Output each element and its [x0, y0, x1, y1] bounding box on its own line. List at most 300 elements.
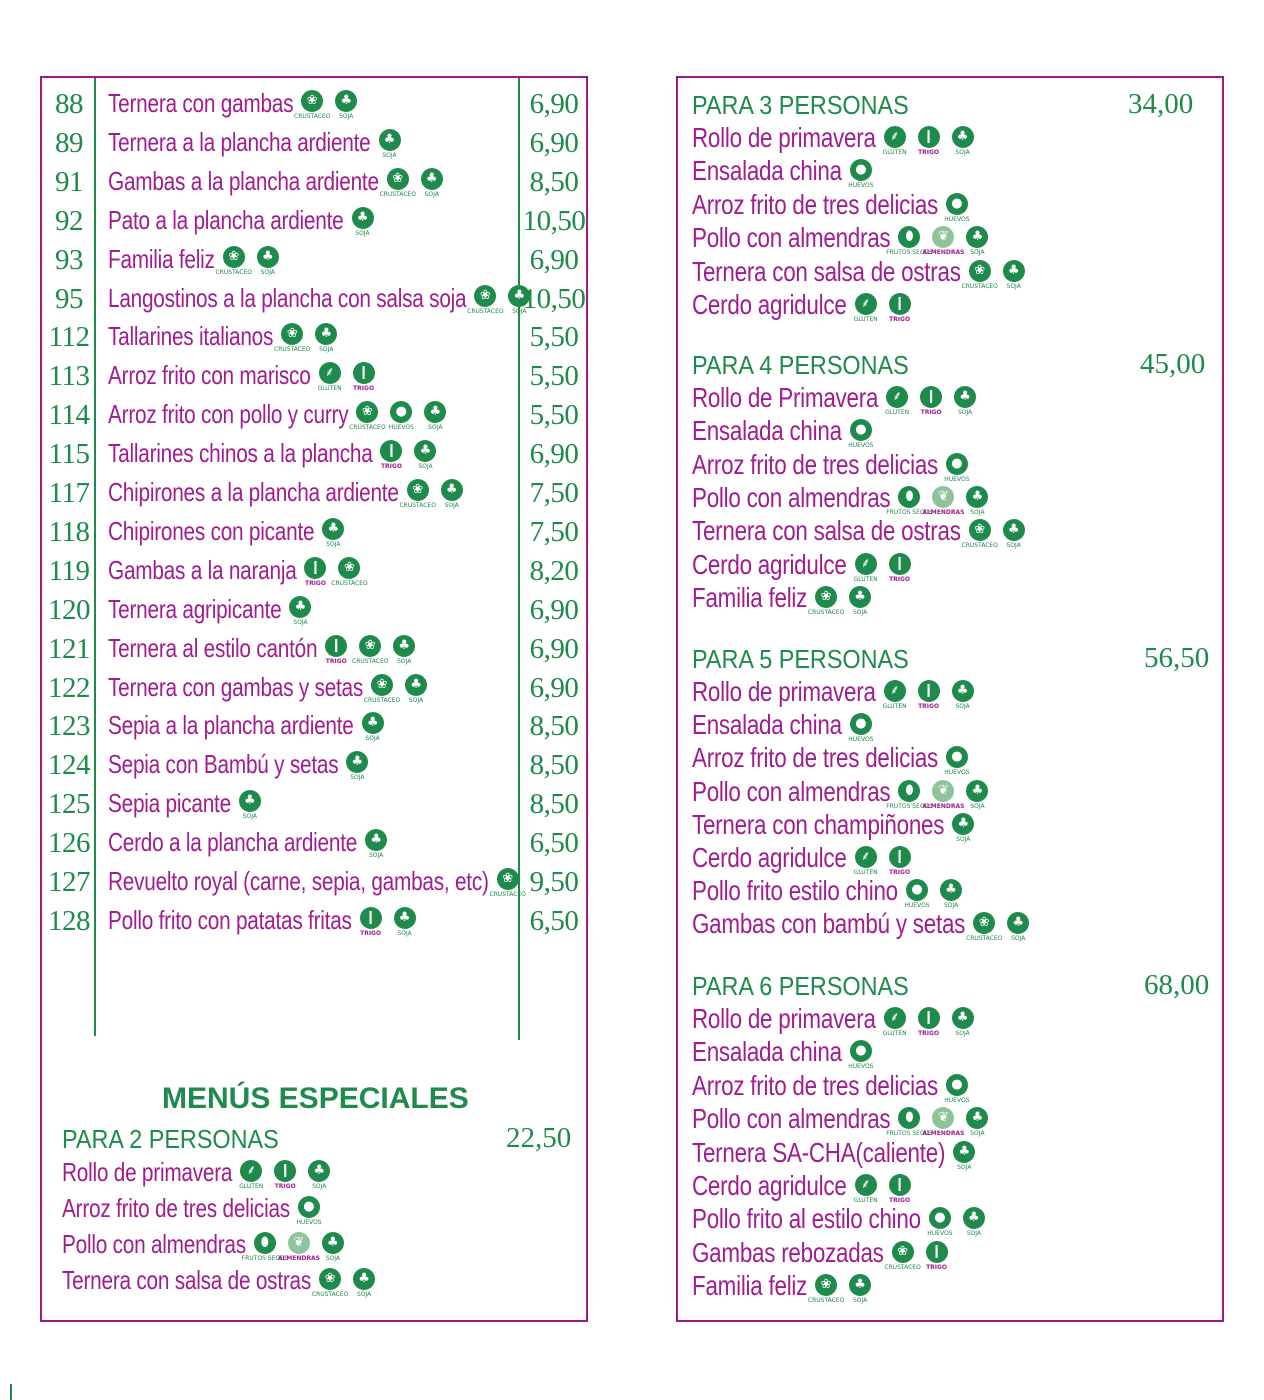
allergen-gluten: [315, 362, 345, 392]
dish-price: 6,50: [529, 904, 579, 937]
allergen-label: SOJA: [970, 249, 985, 257]
wheat-icon: ❙: [380, 440, 402, 462]
menu-price: 45,00: [1140, 348, 1206, 380]
dish-row: [42, 242, 588, 281]
soy-icon: ♣: [952, 813, 974, 835]
dish-row: [42, 514, 588, 553]
allergen-icons: [942, 453, 972, 483]
soy-icon: ♣: [849, 1274, 871, 1296]
dish-number: 113: [48, 360, 90, 393]
dish-price: 6,90: [529, 88, 579, 120]
soy-icon: ♣: [362, 712, 384, 734]
dish-entry: [108, 164, 447, 198]
allergen-gluten: [851, 293, 881, 323]
allergen-soja: [401, 674, 431, 704]
egg-icon: ●: [946, 1074, 968, 1096]
allergen-label: SOJA: [355, 229, 370, 237]
allergen-icons: [949, 1141, 979, 1171]
crab-icon: ❀: [973, 912, 995, 934]
soy-icon: ♣: [414, 440, 436, 462]
allergen-label: SOJA: [369, 852, 384, 860]
soy-icon: ♣: [239, 790, 261, 812]
dish-name: Ternera agripicante: [108, 593, 282, 624]
menu-item-name: Gambas con bambú y setas: [692, 908, 966, 940]
allergen-icons: [880, 1007, 978, 1037]
dish-entry: [108, 397, 450, 431]
allergen-icons: [902, 879, 966, 909]
soy-icon: ♣: [952, 126, 974, 148]
allergen-icons: [300, 557, 368, 587]
soy-icon: ♣: [952, 1007, 974, 1029]
dish-price: 6,90: [529, 671, 579, 704]
egg-icon: ●: [929, 1207, 951, 1229]
dish-price: 6,90: [529, 438, 579, 471]
crab-icon: ❀: [474, 285, 496, 307]
dish-entry: [108, 242, 283, 276]
dish-price: 5,50: [529, 360, 579, 393]
allergen-label: TRIGO: [304, 579, 326, 587]
menu-price: 22,50: [506, 1122, 572, 1154]
allergen-icons: [356, 907, 420, 937]
menu-item-name: Arroz frito de tres delicias: [692, 742, 938, 774]
allergen-crustaceo: [807, 1274, 845, 1305]
allergen-icons: [948, 813, 978, 843]
egg-icon: ●: [946, 746, 968, 768]
allergen-icons: [348, 207, 378, 237]
wheat-icon: ❙: [889, 293, 911, 315]
allergen-label: FRUTOS SECOS: [886, 508, 933, 516]
allergen-huevos: [942, 746, 972, 776]
special-menus-panel: [676, 76, 1224, 1322]
allergen-soja: [950, 386, 980, 416]
menu-item: [692, 1170, 915, 1204]
allergen-icons: [311, 1268, 379, 1298]
allergen-label: GLUTEN: [885, 409, 910, 416]
dish-number: 118: [48, 515, 90, 548]
wheat-ear-icon: ⸙: [855, 293, 877, 315]
egg-icon: ●: [850, 419, 872, 441]
menu-item: [692, 676, 978, 710]
allergen-label: SOJA: [428, 424, 443, 432]
allergen-soja: [1003, 912, 1033, 942]
menu-item: [692, 709, 876, 743]
allergen-soja: [390, 907, 420, 937]
allergen-soja: [235, 790, 265, 820]
allergen-label: SOJA: [444, 502, 459, 509]
allergen-label: CRUSTACEO: [274, 346, 311, 354]
dish-price: 6,90: [529, 243, 579, 276]
soy-icon: ♣: [966, 1107, 988, 1129]
allergen-soja: [949, 1141, 979, 1171]
dish-number: 92: [55, 204, 83, 237]
allergen-icons: [349, 401, 450, 432]
allergen-label: SOJA: [966, 1230, 982, 1238]
allergen-soja: [420, 401, 450, 431]
dish-number: 95: [55, 282, 83, 315]
dish-row: [42, 864, 588, 903]
allergen-label: SOJA: [957, 409, 973, 416]
dish-row: [42, 825, 588, 864]
wheat-icon: ❙: [918, 126, 940, 148]
allergen-label: SOJA: [382, 151, 397, 159]
soy-icon: ♣: [1007, 912, 1029, 934]
dish-price: 8,50: [529, 749, 579, 782]
allergen-huevos: [846, 419, 876, 449]
allergen-label: FRUTOS SECOS: [241, 1255, 289, 1262]
crab-icon: ❀: [969, 260, 991, 282]
menu-item: [692, 1003, 978, 1037]
dish-price: 6,50: [529, 827, 579, 860]
allergen-trigo: [922, 1241, 952, 1271]
dish-name: Sepia con Bambú y setas: [108, 749, 339, 780]
allergen-label: CRUSTACEO: [961, 282, 998, 290]
allergen-label: SOJA: [326, 540, 341, 548]
allergen-label: SOJA: [957, 1163, 972, 1171]
allergen-crustaceo: [215, 246, 252, 276]
allergen-icons: [886, 780, 992, 810]
dish-name: Chipirones con picante: [108, 515, 315, 546]
dish-entry: [108, 203, 378, 237]
menu-item: [692, 222, 992, 256]
allergen-label: TRIGO: [889, 1197, 911, 1204]
almond-icon: ❦: [932, 1107, 954, 1129]
wheat-ear-icon: ⸙: [884, 680, 906, 702]
dish-name: Gambas a la naranja: [108, 554, 297, 585]
allergen-crustaceo: [379, 168, 416, 198]
allergen-icons: [846, 1040, 876, 1070]
menu-item-name: Ensalada china: [692, 155, 842, 187]
soy-icon: ♣: [966, 486, 988, 508]
wheat-icon: ❙: [889, 846, 911, 868]
allergen-icons: [318, 518, 348, 548]
almond-icon: ❦: [288, 1232, 310, 1254]
dish-row: [42, 358, 588, 397]
allergen-trigo: [349, 362, 379, 392]
allergen-soja: [948, 680, 978, 710]
dish-entry: [108, 86, 361, 120]
dish-name: Sepia picante: [108, 788, 231, 819]
allergen-soja: [962, 780, 992, 810]
dish-row: [42, 670, 588, 709]
allergen-label: TRIGO: [380, 463, 402, 471]
dish-number: 125: [48, 788, 90, 821]
dish-name: Revuelto royal (carne, sepia, gambas, etc): [108, 866, 489, 896]
dish-price: 5,50: [529, 321, 579, 354]
allergen-soja: [318, 1232, 348, 1262]
allergen-label: GLUTEN: [317, 385, 342, 393]
allergen-crustaceo: [399, 479, 436, 509]
dish-price: 8,20: [529, 554, 579, 587]
wheat-ear-icon: ⸙: [886, 386, 908, 408]
menu-item: [692, 1036, 876, 1070]
soy-icon: ♣: [394, 907, 416, 929]
allergen-huevos: [846, 713, 876, 743]
crab-icon: ❀: [338, 557, 360, 579]
allergen-label: HUEVOS: [944, 475, 970, 483]
allergen-label: SOJA: [512, 307, 527, 315]
allergen-soja: [361, 829, 391, 859]
allergen-soja: [253, 246, 283, 276]
menu-item: [692, 122, 978, 156]
dish-entry: [108, 670, 431, 704]
dish-row: [42, 903, 588, 942]
allergen-huevos: [942, 193, 972, 223]
egg-icon: ●: [298, 1196, 320, 1218]
wheat-icon: ❙: [926, 1241, 948, 1263]
wheat-ear-icon: ⸙: [855, 846, 877, 868]
allergen-soja: [342, 751, 372, 781]
dish-price: 10,50: [522, 282, 586, 315]
menu-item-name: Rollo de primavera: [692, 122, 876, 153]
edge-mark: [10, 1384, 12, 1400]
allergen-icons: [966, 912, 1033, 943]
crab-icon: ❀: [356, 401, 378, 423]
allergen-label: SOJA: [424, 190, 439, 198]
allergen-icons: [363, 674, 431, 704]
crab-icon: ❀: [371, 674, 393, 696]
menu-item: [692, 742, 972, 776]
allergen-trigo: [376, 440, 406, 470]
allergen-icons: [399, 479, 467, 509]
allergen-label: CRUSTACEO: [399, 502, 436, 509]
dish-entry: [108, 319, 341, 353]
allergen-gluten: [880, 680, 910, 710]
allergen-soja: [999, 519, 1029, 549]
allergen-label: CRUSTACEO: [294, 113, 331, 120]
menu-item: [692, 1137, 979, 1171]
soy-icon: ♣: [1003, 519, 1025, 541]
dish-price: 10,50: [522, 204, 586, 237]
allergen-label: GLUTEN: [853, 575, 878, 583]
almond-icon: ❦: [932, 486, 954, 508]
dish-number: 114: [48, 399, 90, 432]
allergen-huevos: [846, 1040, 876, 1070]
allergen-label: SOJA: [325, 1255, 341, 1262]
allergen-label: HUEVOS: [848, 1063, 874, 1071]
soy-icon: ♣: [963, 1207, 985, 1229]
allergen-crustaceo: [467, 285, 504, 315]
allergen-label: TRIGO: [918, 1030, 940, 1037]
soy-icon: ♣: [365, 829, 387, 851]
dish-row: [42, 397, 588, 436]
allergen-label: SOJA: [1011, 935, 1026, 943]
dish-entry: [108, 903, 420, 937]
allergen-huevos: [925, 1207, 955, 1237]
soy-icon: ♣: [954, 386, 976, 408]
crab-icon: ❀: [387, 168, 409, 190]
menu-item-name: Rollo de primavera: [692, 676, 876, 707]
allergen-label: ALMENDRAS: [922, 249, 965, 257]
dish-price: 8,50: [529, 710, 579, 743]
menu-item-name: Cerdo agridulce: [692, 548, 847, 580]
allergen-icons: [807, 586, 875, 616]
allergen-icons: [846, 713, 876, 743]
allergen-icons: [285, 596, 315, 626]
allergen-label: SOJA: [260, 268, 275, 276]
allergen-label: HUEVOS: [848, 442, 874, 450]
menu-item: [692, 875, 966, 909]
allergen-label: GLUTEN: [882, 1030, 907, 1037]
dish-number: 115: [48, 438, 90, 471]
menu-heading: PARA 3 PERSONAS: [692, 90, 909, 120]
menu-item: [692, 256, 1029, 290]
allergen-label: FRUTOS SECOS: [886, 1130, 933, 1138]
allergen-label: GLUTEN: [882, 703, 907, 710]
allergen-label: HUEVOS: [296, 1219, 322, 1226]
allergen-soja: [962, 486, 992, 516]
allergen-trigo: [885, 1174, 915, 1204]
allergen-gluten: [851, 553, 881, 583]
soy-icon: ♣: [952, 680, 974, 702]
allergen-icons: [342, 751, 372, 781]
allergen-almendras: [922, 226, 965, 257]
menu-item-name: Cerdo agridulce: [692, 1170, 847, 1201]
allergen-label: ALMENDRAS: [922, 1130, 965, 1138]
allergen-label: ALMENDRAS: [277, 1255, 320, 1262]
crab-icon: ❀: [815, 1274, 837, 1296]
menu-item: [692, 515, 1029, 549]
allergen-label: SOJA: [356, 1291, 372, 1298]
dish-entry: [108, 864, 526, 898]
allergen-icons: [236, 1160, 334, 1190]
menu-item: [692, 1103, 992, 1137]
allergen-crustaceo: [966, 912, 1003, 943]
allergen-trigo: [885, 293, 915, 323]
allergen-label: CRUSTACEO: [379, 190, 416, 198]
wheat-ear-icon: ⸙: [319, 362, 341, 384]
menu-item-name: Pollo con almendras: [62, 1229, 246, 1259]
allergen-label: HUEVOS: [904, 902, 930, 910]
menu-item: [692, 382, 980, 416]
dish-row: [42, 786, 588, 825]
allergen-icons: [375, 129, 405, 159]
dish-row: [42, 125, 588, 164]
soy-icon: ♣: [315, 323, 337, 345]
allergen-label: TRIGO: [325, 657, 347, 665]
wheat-ear-icon: ⸙: [884, 1007, 906, 1029]
allergen-label: ALMENDRAS: [922, 508, 965, 516]
allergen-icons: [274, 323, 341, 354]
allergen-label: SOJA: [955, 703, 970, 710]
egg-icon: ●: [946, 193, 968, 215]
allergen-label: HUEVOS: [927, 1230, 953, 1238]
dish-list-panel: [40, 76, 588, 1322]
dish-price: 8,50: [529, 788, 579, 821]
allergen-label: CRUSTACEO: [331, 579, 368, 587]
menu-item-name: Gambas rebozadas: [692, 1236, 884, 1268]
allergen-label: CRUSTACEO: [489, 891, 526, 898]
allergen-soja: [948, 126, 978, 156]
dish-price: 6,90: [529, 632, 579, 665]
menu-item: [692, 549, 915, 583]
menu-item: [692, 1070, 972, 1104]
allergen-label: SOJA: [956, 835, 971, 843]
allergen-soja: [318, 518, 348, 548]
allergen-label: HUEVOS: [944, 769, 970, 777]
soy-icon: ♣: [322, 518, 344, 540]
crab-icon: ❀: [815, 586, 837, 608]
dish-name: Arroz frito con marisco: [108, 360, 311, 391]
allergen-soja: [962, 226, 992, 256]
menu-item-name: Ternera con salsa de ostras: [62, 1265, 312, 1295]
allergen-label: SOJA: [397, 929, 412, 937]
allergen-soja: [311, 323, 341, 353]
crab-icon: ❀: [407, 479, 429, 501]
dish-entry: [108, 553, 368, 587]
dish-price: 9,50: [529, 866, 579, 898]
soy-icon: ♣: [308, 1160, 330, 1182]
dish-row: [42, 281, 588, 320]
allergen-label: CRUSTACEO: [966, 935, 1003, 943]
allergen-trigo: [914, 126, 944, 156]
allergen-label: SOJA: [955, 1030, 970, 1037]
dish-row: [42, 592, 588, 631]
menu-item-name: Rollo de Primavera: [692, 382, 879, 413]
allergen-trigo: [914, 1007, 944, 1037]
allergen-icons: [361, 829, 391, 859]
dish-number: 123: [48, 710, 90, 743]
allergen-soja: [962, 1107, 992, 1137]
allergen-soja: [410, 440, 440, 470]
allergen-label: TRIGO: [889, 869, 911, 876]
dish-row: [42, 203, 588, 242]
allergen-huevos: [294, 1196, 324, 1226]
allergen-icons: [961, 519, 1029, 550]
allergen-label: SOJA: [970, 802, 985, 810]
allergen-soja: [348, 207, 378, 237]
allergen-frutos: [886, 226, 933, 257]
soy-icon: ♣: [441, 479, 463, 501]
allergen-label: FRUTOS SECOS: [886, 249, 933, 257]
allergen-gluten: [851, 1174, 881, 1204]
allergen-label: TRIGO: [274, 1183, 296, 1190]
wheat-icon: ❙: [304, 557, 326, 579]
dish-number: 91: [55, 165, 83, 198]
allergen-icons: [294, 1196, 324, 1226]
menu-item: [62, 1156, 334, 1190]
egg-icon: ●: [946, 453, 968, 475]
allergen-crustaceo: [961, 519, 998, 550]
allergen-label: SOJA: [955, 149, 970, 156]
soy-icon: ♣: [508, 285, 530, 307]
egg-icon: ●: [850, 159, 872, 181]
dish-name: Pato a la plancha ardiente: [108, 204, 344, 235]
crab-icon: ❀: [301, 90, 323, 112]
allergen-crustaceo: [352, 635, 389, 665]
allergen-label: SOJA: [418, 463, 433, 471]
allergen-label: SOJA: [852, 608, 868, 616]
allergen-almendras: [922, 486, 965, 516]
dish-name: Tallarines italianos: [108, 321, 274, 352]
nut-icon: ⬮: [898, 226, 920, 248]
allergen-icons: [376, 440, 440, 470]
soy-icon: ♣: [405, 674, 427, 696]
soy-icon: ♣: [346, 751, 368, 773]
menu-item-name: Rollo de primavera: [692, 1003, 876, 1034]
wheat-ear-icon: ⸙: [240, 1160, 262, 1182]
wheat-icon: ❙: [325, 635, 347, 657]
wheat-icon: ❙: [274, 1160, 296, 1182]
menu-item-name: Ternera SA-CHA(caliente): [692, 1136, 946, 1168]
menu-item: [692, 582, 875, 616]
allergen-label: SOJA: [350, 774, 365, 782]
dish-name: Tallarines chinos a la plancha: [108, 438, 373, 469]
allergen-gluten: [880, 1007, 910, 1037]
soy-icon: ♣: [953, 1141, 975, 1163]
dish-number: 112: [48, 321, 90, 354]
allergen-label: SOJA: [242, 813, 258, 821]
allergen-icons: [886, 226, 992, 257]
